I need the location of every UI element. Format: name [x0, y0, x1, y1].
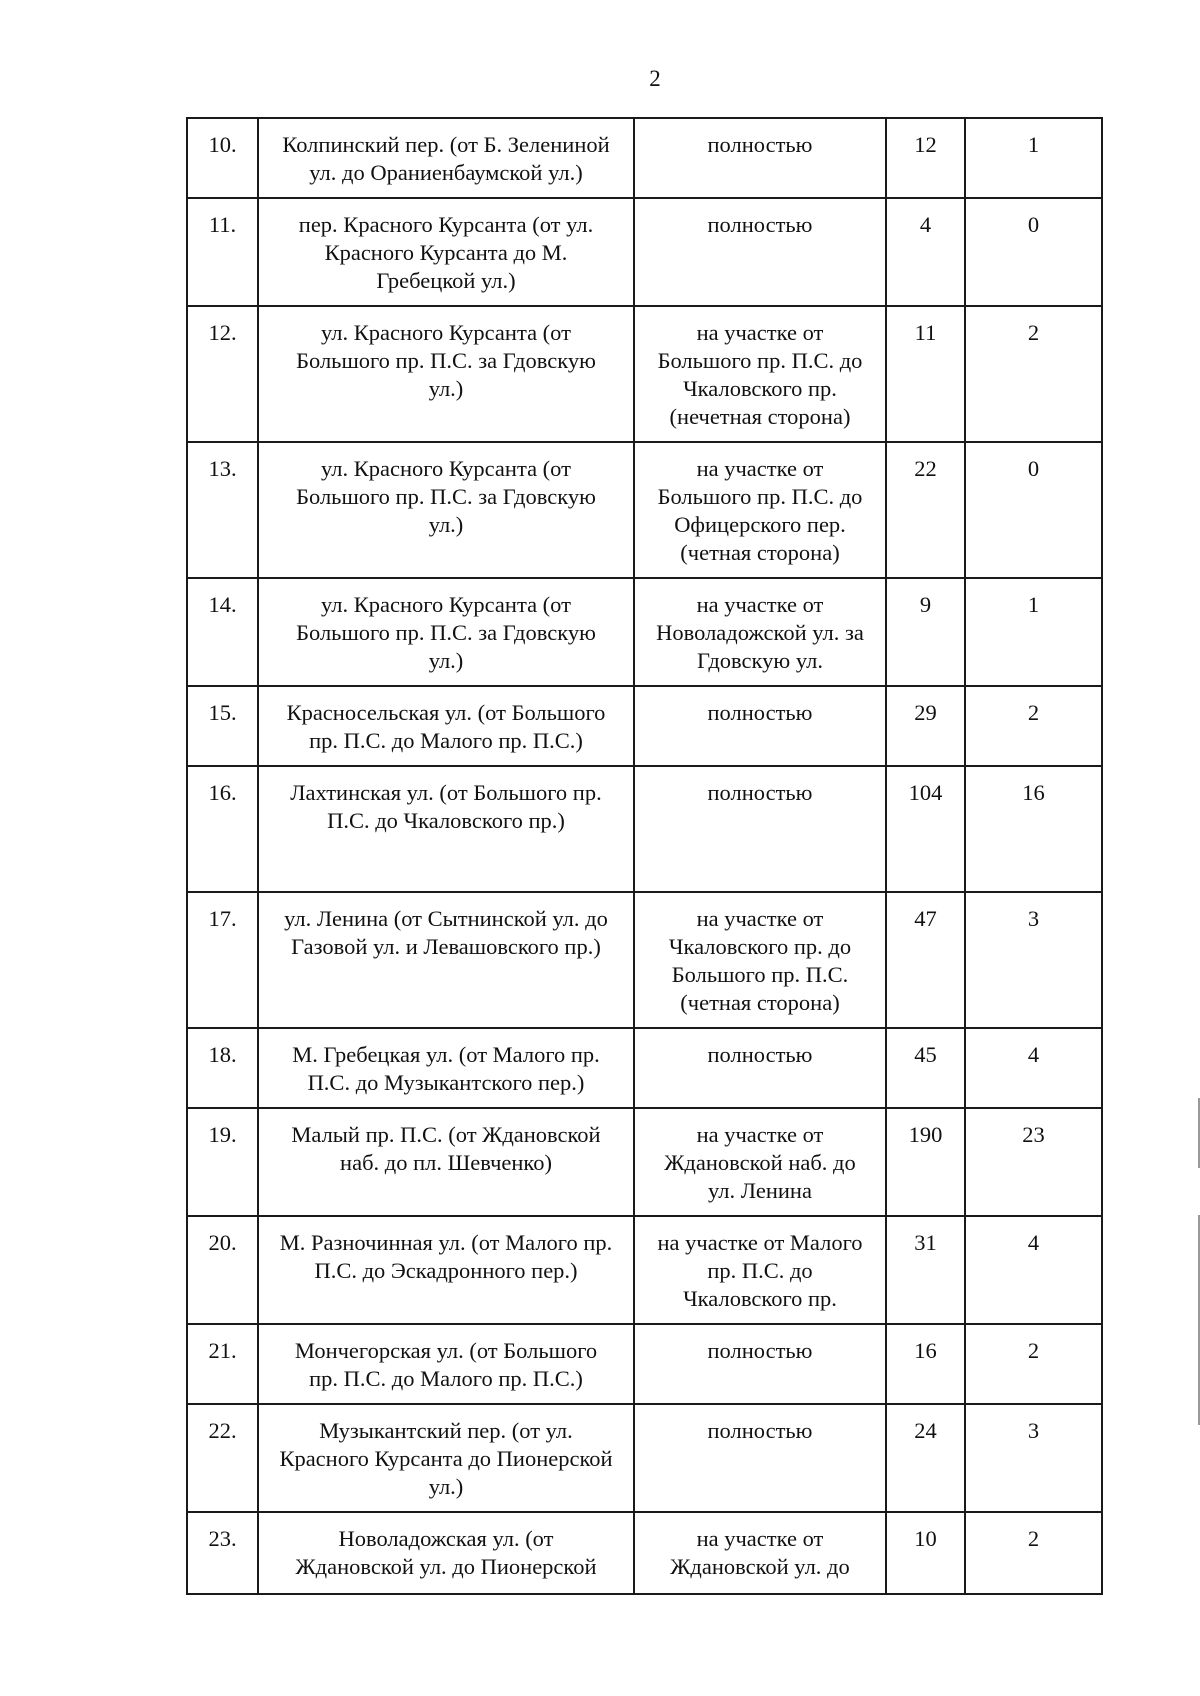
- range-line: на участке от: [696, 456, 824, 481]
- street-cell: [258, 1028, 634, 1108]
- count-cell: 24: [886, 1404, 965, 1512]
- street-line: Малый пр. П.С. (от Ждановской: [291, 1122, 601, 1147]
- range-cell: [634, 1216, 886, 1324]
- range-line: полностью: [707, 132, 813, 157]
- range-line: Гдовскую ул.: [697, 648, 823, 673]
- street-line: П.С. до Музыкантского пер.): [307, 1070, 585, 1095]
- table-row: [187, 1324, 1102, 1404]
- street-line: ул. Красного Курсанта (от: [321, 456, 571, 481]
- street-line: П.С. до Чкаловского пр.): [327, 808, 565, 833]
- street-line: М. Гребецкая ул. (от Малого пр.: [292, 1042, 600, 1067]
- range-line: Большого пр. П.С.: [671, 962, 849, 987]
- street-line: Большого пр. П.С. за Гдовскую: [296, 348, 596, 373]
- count-cell-secondary: 4: [965, 1028, 1102, 1108]
- street-cell: [258, 118, 634, 198]
- range-cell: [634, 1324, 886, 1404]
- count-cell: 45: [886, 1028, 965, 1108]
- row-number: 11.: [187, 198, 258, 306]
- row-number: 22.: [187, 1404, 258, 1512]
- count-cell: 47: [886, 892, 965, 1028]
- street-line: П.С. до Эскадронного пер.): [314, 1258, 578, 1283]
- range-line: на участке от: [696, 906, 824, 931]
- count-cell: 9: [886, 578, 965, 686]
- street-cell: [258, 1324, 634, 1404]
- street-line: наб. до пл. Шевченко): [340, 1150, 552, 1175]
- street-line: ул.): [428, 512, 464, 537]
- row-number: 16.: [187, 766, 258, 892]
- range-line: на участке от: [696, 320, 824, 345]
- table-row: [187, 1216, 1102, 1324]
- row-number: 17.: [187, 892, 258, 1028]
- row-number: 12.: [187, 306, 258, 442]
- range-line: на участке от: [696, 592, 824, 617]
- range-cell: [634, 1512, 886, 1594]
- range-line: ул. Ленина: [708, 1178, 812, 1203]
- table-row: [187, 306, 1102, 442]
- count-cell: 10: [886, 1512, 965, 1594]
- street-cell: [258, 1216, 634, 1324]
- row-number: 23.: [187, 1512, 258, 1594]
- table-body: [187, 118, 1102, 1594]
- row-number: 20.: [187, 1216, 258, 1324]
- table-row: [187, 766, 1102, 892]
- range-line: Ждановской наб. до: [664, 1150, 856, 1175]
- range-line: полностью: [707, 1418, 813, 1443]
- row-number: 15.: [187, 686, 258, 766]
- street-line: Колпинский пер. (от Б. Зелениной: [282, 132, 610, 157]
- count-cell: 4: [886, 198, 965, 306]
- range-line: Ждановской ул. до: [670, 1554, 850, 1579]
- count-cell-secondary: 1: [965, 118, 1102, 198]
- table-row: [187, 442, 1102, 578]
- street-line: Большого пр. П.С. за Гдовскую: [296, 484, 596, 509]
- range-cell: [634, 442, 886, 578]
- street-line: Музыкантский пер. (от ул.: [319, 1418, 573, 1443]
- street-line: ул. Красного Курсанта (от: [321, 592, 571, 617]
- table-row: [187, 686, 1102, 766]
- count-cell-secondary: 16: [965, 766, 1102, 892]
- row-number: 21.: [187, 1324, 258, 1404]
- street-line: Газовой ул. и Левашовского пр.): [291, 934, 601, 959]
- range-line: на участке от: [696, 1526, 824, 1551]
- range-cell: [634, 198, 886, 306]
- range-line: Новоладожской ул. за: [656, 620, 864, 645]
- range-line: полностью: [707, 700, 813, 725]
- street-cell: [258, 892, 634, 1028]
- range-line: полностью: [707, 780, 813, 805]
- count-cell: 22: [886, 442, 965, 578]
- table-row: [187, 1028, 1102, 1108]
- count-cell-secondary: 1: [965, 578, 1102, 686]
- range-line: Чкаловского пр.: [683, 1286, 837, 1311]
- range-line: полностью: [707, 1338, 813, 1363]
- street-cell: [258, 306, 634, 442]
- range-cell: [634, 306, 886, 442]
- street-line: Красного Курсанта до Пионерской: [279, 1446, 613, 1471]
- street-cell: [258, 198, 634, 306]
- range-line: полностью: [707, 212, 813, 237]
- range-line: Чкаловского пр. до: [668, 934, 852, 959]
- range-cell: [634, 1404, 886, 1512]
- street-line: ул. до Ораниенбаумской ул.): [309, 160, 583, 185]
- page-number: 2: [649, 66, 661, 91]
- range-line: Офицерского пер.: [674, 512, 846, 537]
- street-line: ул.): [428, 1474, 464, 1499]
- range-line: полностью: [707, 1042, 813, 1067]
- street-line: Красного Курсанта до М.: [324, 240, 568, 265]
- count-cell: 104: [886, 766, 965, 892]
- range-cell: [634, 766, 886, 892]
- count-cell: 190: [886, 1108, 965, 1216]
- row-number: 13.: [187, 442, 258, 578]
- row-number: 10.: [187, 118, 258, 198]
- count-cell-secondary: 2: [965, 306, 1102, 442]
- count-cell-secondary: 2: [965, 686, 1102, 766]
- count-cell-secondary: 3: [965, 1404, 1102, 1512]
- streets-table: [186, 117, 1103, 1595]
- range-line: на участке от: [696, 1122, 824, 1147]
- table-row: [187, 1512, 1102, 1594]
- range-line: (четная сторона): [680, 990, 840, 1015]
- range-line: на участке от Малого: [657, 1230, 863, 1255]
- table-row: [187, 1108, 1102, 1216]
- street-line: ул.): [428, 376, 464, 401]
- street-line: ул. Ленина (от Сытнинской ул. до: [284, 906, 608, 931]
- range-line: (четная сторона): [680, 540, 840, 565]
- street-cell: [258, 766, 634, 892]
- street-cell: [258, 1404, 634, 1512]
- range-cell: [634, 892, 886, 1028]
- count-cell-secondary: 3: [965, 892, 1102, 1028]
- range-cell: [634, 686, 886, 766]
- street-line: пр. П.С. до Малого пр. П.С.): [309, 728, 583, 753]
- row-number: 18.: [187, 1028, 258, 1108]
- table-row: [187, 198, 1102, 306]
- count-cell: 31: [886, 1216, 965, 1324]
- range-cell: [634, 1108, 886, 1216]
- count-cell: 29: [886, 686, 965, 766]
- range-cell: [634, 118, 886, 198]
- street-line: Красносельская ул. (от Большого: [286, 700, 606, 725]
- table-row: [187, 578, 1102, 686]
- street-line: Лахтинская ул. (от Большого пр.: [290, 780, 602, 805]
- range-line: Чкаловского пр.: [683, 376, 837, 401]
- street-line: М. Разночинная ул. (от Малого пр.: [279, 1230, 613, 1255]
- range-line: Большого пр. П.С. до: [657, 484, 863, 509]
- street-line: Новоладожская ул. (от: [338, 1526, 554, 1551]
- count-cell: 16: [886, 1324, 965, 1404]
- count-cell-secondary: 2: [965, 1512, 1102, 1594]
- count-cell: 12: [886, 118, 965, 198]
- count-cell-secondary: 2: [965, 1324, 1102, 1404]
- count-cell-secondary: 23: [965, 1108, 1102, 1216]
- street-line: ул.): [428, 648, 464, 673]
- count-cell-secondary: 0: [965, 442, 1102, 578]
- street-line: пр. П.С. до Малого пр. П.С.): [309, 1366, 583, 1391]
- street-cell: [258, 442, 634, 578]
- street-line: пер. Красного Курсанта (от ул.: [298, 212, 594, 237]
- table-row: [187, 118, 1102, 198]
- street-cell: [258, 686, 634, 766]
- street-line: Мончегорская ул. (от Большого: [294, 1338, 598, 1363]
- street-line: ул. Красного Курсанта (от: [321, 320, 571, 345]
- count-cell-secondary: 0: [965, 198, 1102, 306]
- street-cell: [258, 578, 634, 686]
- street-line: Ждановской ул. до Пионерской: [295, 1554, 597, 1579]
- street-line: Большого пр. П.С. за Гдовскую: [296, 620, 596, 645]
- range-cell: [634, 1028, 886, 1108]
- range-cell: [634, 578, 886, 686]
- row-number: 14.: [187, 578, 258, 686]
- row-number: 19.: [187, 1108, 258, 1216]
- table-row: [187, 892, 1102, 1028]
- street-line: Гребецкой ул.): [376, 268, 516, 293]
- street-cell: [258, 1108, 634, 1216]
- street-cell: [258, 1512, 634, 1594]
- table-row: [187, 1404, 1102, 1512]
- range-line: Большого пр. П.С. до: [657, 348, 863, 373]
- range-line: пр. П.С. до: [707, 1258, 813, 1283]
- count-cell-secondary: 4: [965, 1216, 1102, 1324]
- count-cell: 11: [886, 306, 965, 442]
- range-line: (нечетная сторона): [669, 404, 851, 429]
